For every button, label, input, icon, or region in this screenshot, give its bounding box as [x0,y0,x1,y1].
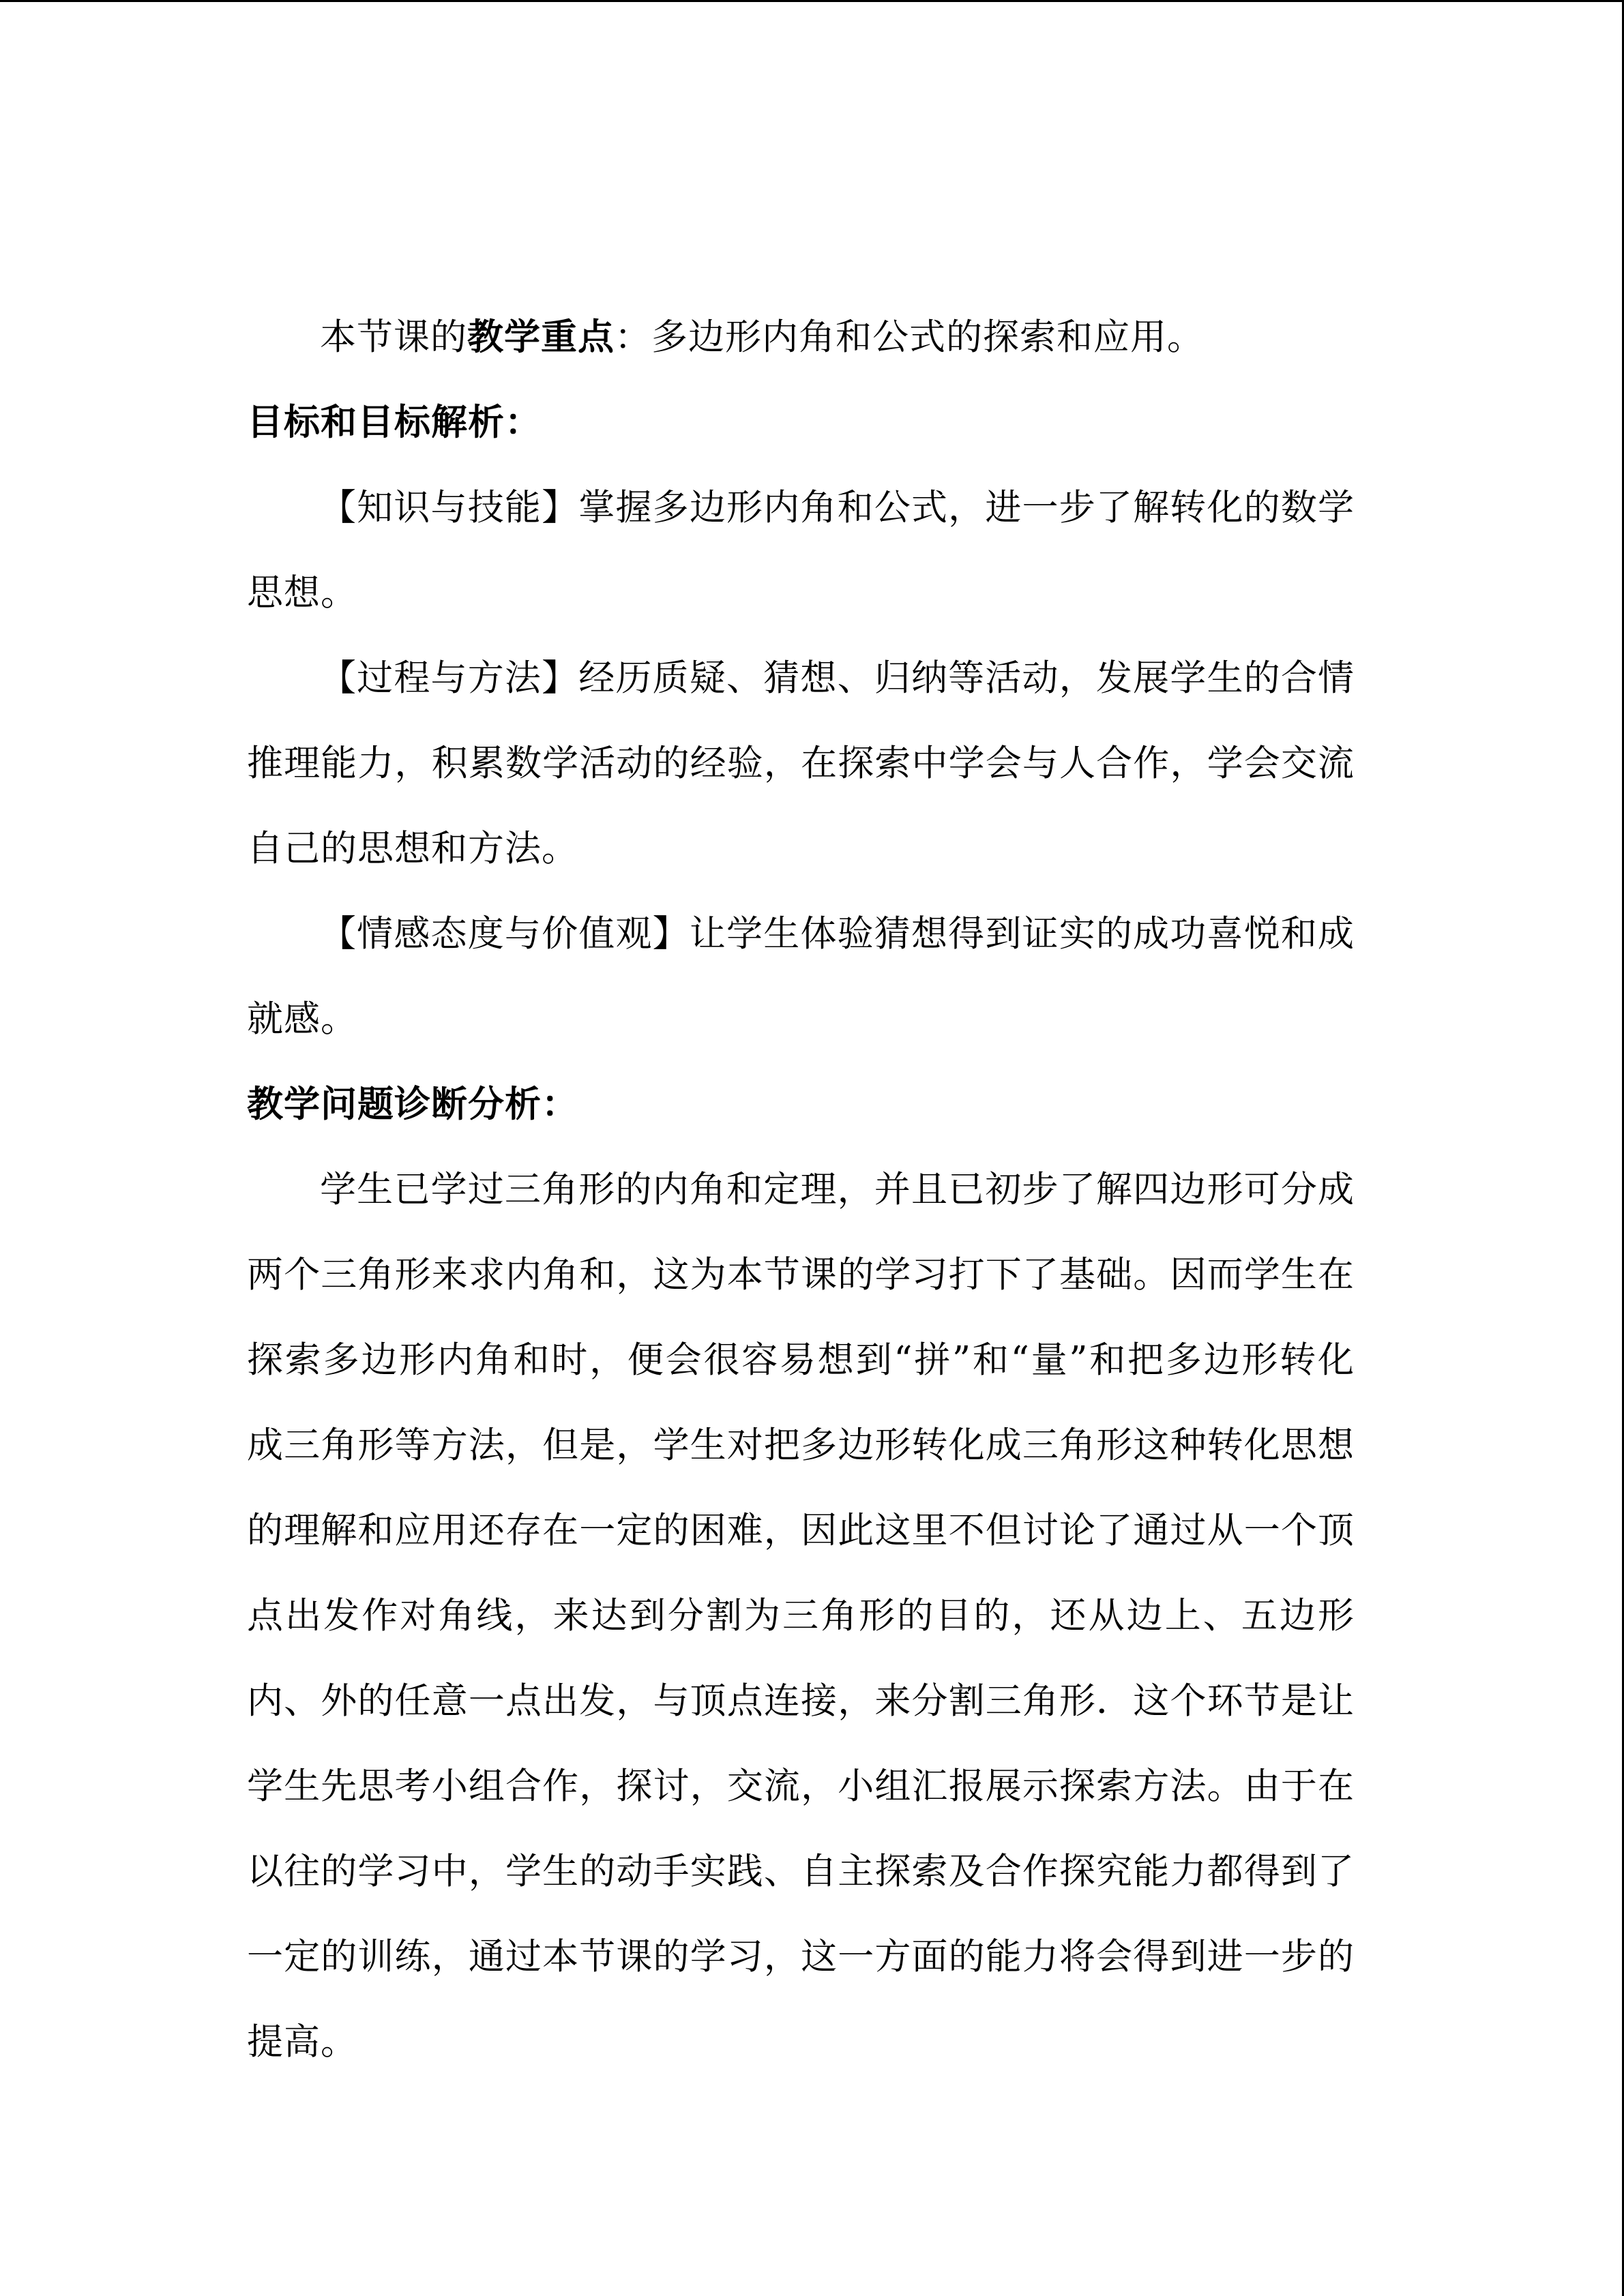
teaching-focus-label: 教学重点 [467,316,615,358]
teaching-focus-text: ：多边形内角和公式的探索和应用。 [615,316,1204,358]
emotion-values-paragraph: 【情感态度与价值观】让学生体验猜想得到证实的成功喜悦和成就感。 [247,913,1355,1040]
process-methods-paragraph: 【过程与方法】经历质疑、猜想、归纳等活动，发展学生的合情推理能力，积累数学活动的经验，在探索中学会与人合作，学会交流自己的思想和方法。 [247,657,1355,869]
knowledge-skills-paragraph: 【知识与技能】掌握多边形内角和公式，进一步了解转化的数学思想。 [247,487,1355,614]
diagnosis-paragraph: 学生已学过三角形的内角和定理，并且已初步了解四边形可分成两个三角形来求内角和，这为本节课的学习打下了基础。因而学生在探索多边形内角和时，便会很容易想到“拼”和“量”和把多边形转化成三角形等方法，但是，学生对把多边形转化成三角形这种转化思想的理解和应用还存在一定的困难，因此这里不但讨论了通过从一个顶点出发作对角线，来达到分割为三角形的目的，还从边上、五边形内、外的任意一点出发，与顶点连接，来分割三角形．这个环节是让学生先思考小组合作，探讨，交流，小组汇报展示探索方法。由于在以往的学习中，学生的动手实践、自主探索及合作探究能力都得到了一定的训练，通过本节课的学习，这一方面的能力将会得到进一步的提高。 [247,1169,1355,2063]
page-border-top [0,0,1624,2]
document-body [247,295,1355,2085]
teaching-focus-prefix: 本节课的 [320,316,467,358]
objectives-heading: 目标和目标解析： [247,402,542,443]
teaching-focus-paragraph [247,295,1355,380]
diagnosis-heading: 教学问题诊断分析： [247,1084,578,1125]
